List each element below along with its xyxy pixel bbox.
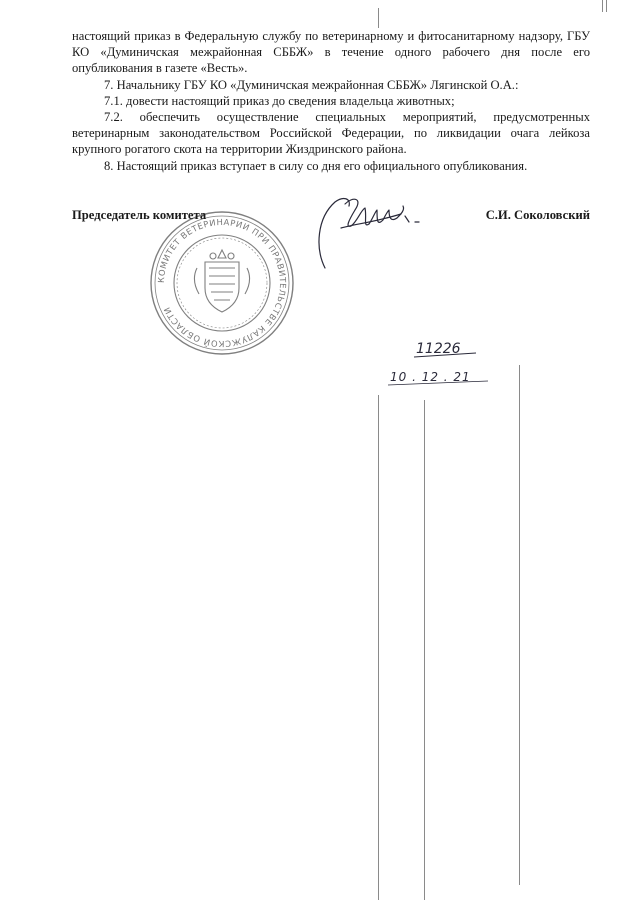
scan-line-corner	[602, 0, 603, 12]
scan-line-right	[519, 365, 520, 885]
handwritten-signature	[305, 188, 435, 278]
coat-of-arms-icon	[194, 250, 249, 312]
scan-line-lower-mid	[424, 400, 425, 900]
seal-ring-text: КОМИТЕТ ВЕТЕРИНАРИИ ПРИ ПРАВИТЕЛЬСТВЕ КАЛУЖСКОЙ ОБЛАСТИ	[155, 216, 289, 350]
scan-line-corner-2	[606, 0, 607, 12]
scan-line-top	[378, 8, 379, 28]
paragraph-item-7-1: 7.1. довести настоящий приказ до сведения владельца животных;	[104, 93, 455, 108]
position-title: Председатель комитета	[72, 208, 207, 222]
signer-name: С.И. Соколовский	[485, 208, 590, 222]
paragraph-item-8: 8. Настоящий приказ вступает в силу со дня его официального опубликования.	[104, 158, 528, 173]
official-seal	[147, 208, 297, 358]
registration-note	[378, 335, 518, 405]
registration-number: 11226	[416, 341, 461, 357]
paragraph-continuation: настоящий приказ в Федеральную службу по ветеринарному и фитосанитарному надзору, ГБУ КО «Думиничская межрайонная СББЖ» в течение одного рабочего дня после его опубликования в газете «Весть».	[72, 29, 590, 76]
paragraph-item-7: 7. Начальнику ГБУ КО «Думиничская межрайонная СББЖ» Лягинской О.А.:	[104, 77, 519, 92]
registration-date: 10 . 12 . 21	[390, 370, 471, 384]
order-text	[72, 28, 590, 174]
paragraph-item-7-2: 7.2. обеспечить осуществление специальных мероприятий, предусмотренных ветеринарным законодательством Российской Федерации, по ликвидации очага лейкоза крупного рогатого скота на территории Жиздринского района.	[72, 110, 590, 157]
scan-line-lower-left	[378, 395, 379, 900]
